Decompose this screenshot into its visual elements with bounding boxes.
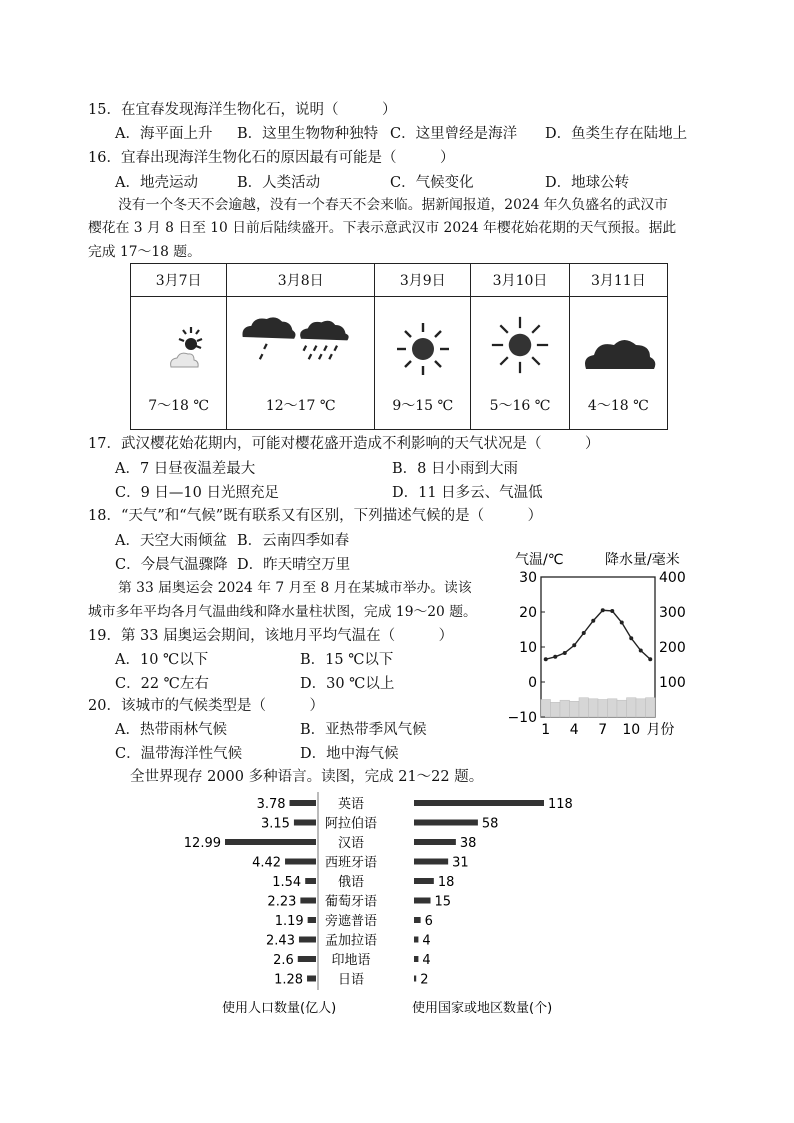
q17-stem: 17．武汉樱花始花期内，可能对樱花盛开造成不利影响的天气状况是（ ）	[88, 436, 600, 452]
precipitation-bar	[636, 699, 646, 717]
forecast-date: 3月7日	[131, 264, 227, 297]
left-axis-label: 气温/℃	[515, 552, 564, 568]
language-label: 英语	[337, 797, 365, 812]
precipitation-bar	[608, 699, 618, 717]
temperature-point	[629, 636, 633, 640]
sun-icon	[471, 315, 569, 375]
q16-stem: 16．宜春出现海洋生物化石的原因最有可能是（ ）	[88, 150, 455, 166]
language-label: 孟加拉语	[324, 933, 378, 949]
forecast-temp: 5～16 ℃	[489, 398, 551, 414]
population-bar	[300, 898, 316, 904]
population-value: 4.42	[252, 855, 282, 871]
q18-stem: 18．“天气”和“气候”既有联系又有区别，下列描述气候的是（ ）	[88, 508, 543, 524]
q15-option-b: B．这里生物物种独特	[237, 126, 379, 142]
climate-chart	[505, 548, 695, 748]
forecast-date: 3月10日	[471, 264, 569, 297]
left-tick-label: 0	[528, 675, 537, 691]
x-tick-label: 1	[541, 722, 551, 738]
population-value: 2.43	[266, 933, 295, 949]
country-count-value: 31	[452, 855, 469, 871]
language-label: 旁遮普语	[324, 914, 378, 929]
intro-19-20-line2: 城市多年平均各月气温曲线和降水量柱状图，完成 19～20 题。	[88, 604, 477, 620]
q20-option-b: B．亚热带季风气候	[300, 722, 427, 738]
left-tick-label: −10	[507, 710, 537, 726]
partly-sunny-icon	[131, 319, 227, 379]
q15-option-d: D．鱼类生存在陆地上	[545, 126, 688, 142]
population-value: 2.6	[273, 953, 294, 968]
right-tick-label: 100	[659, 675, 686, 691]
left-series-label: 使用人口数量(亿人)	[222, 1001, 337, 1016]
q16-option-b: B．人类活动	[237, 175, 321, 191]
population-bar	[294, 820, 316, 826]
q19-option-d: D．30 ℃以上	[300, 676, 395, 692]
precipitation-bar	[598, 700, 608, 718]
population-bar	[298, 956, 316, 962]
country-count-bar	[414, 859, 448, 865]
country-count-value: 18	[437, 875, 455, 890]
population-bar	[305, 878, 316, 884]
q15-option-c: C．这里曾经是海洋	[390, 126, 518, 142]
forecast-date: 3月11日	[569, 264, 667, 297]
population-bar	[285, 859, 316, 865]
population-bar	[299, 937, 316, 943]
population-bar	[290, 800, 316, 806]
language-label: 葡萄牙语	[324, 894, 378, 910]
country-count-value: 38	[459, 836, 477, 851]
country-count-bar	[414, 937, 418, 943]
left-tick-label: 20	[519, 605, 537, 621]
temperature-point	[572, 643, 576, 647]
left-tick-label: 10	[519, 640, 537, 656]
population-value: 2.23	[267, 894, 297, 910]
q18-option-d: D．昨天晴空万里	[237, 557, 351, 573]
population-value: 3.15	[260, 816, 290, 832]
country-count-value: 2	[420, 972, 429, 988]
language-label: 阿拉伯语	[324, 816, 378, 832]
q17-option-d: D．11 日多云、气温低	[392, 485, 543, 501]
forecast-temp: 9～15 ℃	[392, 398, 454, 414]
q17-option-b: B．8 日小雨到大雨	[392, 461, 518, 477]
country-count-value: 4	[422, 933, 431, 949]
language-label: 印地语	[331, 953, 371, 968]
q20-option-c: C．温带海洋性气候	[115, 746, 243, 762]
precipitation-bar	[579, 698, 589, 717]
forecast-date: 3月9日	[375, 264, 471, 297]
temperature-point	[582, 631, 586, 635]
q17-option-c: C．9 日—10 日光照充足	[115, 485, 279, 501]
x-tick-label: 7	[598, 722, 608, 738]
right-series-label: 使用国家或地区数量(个)	[412, 1001, 553, 1016]
country-count-bar	[414, 956, 418, 962]
forecast-temp: 7～18 ℃	[148, 398, 210, 414]
right-axis-label: 降水量/毫米	[605, 552, 680, 568]
right-tick-label: 400	[659, 570, 686, 586]
language-label: 西班牙语	[324, 855, 378, 871]
forecast-date: 3月8日	[227, 264, 375, 297]
rain-icon	[227, 313, 375, 373]
q20-stem: 20．该城市的气候类型是（ ）	[88, 698, 324, 714]
country-count-value: 118	[548, 797, 573, 812]
q17-option-a: A．7 日昼夜温差最大	[115, 461, 256, 477]
left-tick-label: 30	[519, 570, 537, 586]
population-bar	[308, 917, 316, 923]
q18-option-c: C．今晨气温骤降	[115, 557, 228, 573]
cloud-icon	[570, 319, 668, 379]
q16-option-d: D．地球公转	[545, 175, 630, 191]
q18-option-b: B．云南四季如春	[237, 533, 350, 549]
temperature-point	[620, 621, 624, 625]
q19-option-b: B．15 ℃以下	[300, 652, 394, 668]
forecast-temp: 4～18 ℃	[587, 398, 649, 414]
right-tick-label: 300	[659, 605, 686, 621]
language-label: 汉语	[337, 836, 365, 851]
q20-option-d: D．地中海气候	[300, 746, 399, 762]
q15-option-a: A．海平面上升	[115, 126, 213, 142]
precipitation-bar	[560, 700, 570, 717]
q16-option-a: A．地壳运动	[115, 175, 198, 191]
weather-forecast-table	[130, 263, 668, 430]
x-tick-label: 月份	[646, 722, 675, 738]
q18-option-a: A．天空大雨倾盆	[115, 533, 227, 549]
temperature-point	[591, 619, 595, 623]
intro-21-22: 全世界现存 2000 多种语言。读图，完成 21～22 题。	[130, 769, 484, 785]
country-count-value: 15	[434, 894, 452, 910]
temperature-point	[610, 609, 614, 613]
population-value: 1.28	[274, 972, 304, 988]
x-tick-label: 10	[622, 722, 641, 738]
population-bar	[225, 839, 316, 845]
population-value: 1.54	[272, 875, 302, 890]
population-bar	[307, 976, 316, 982]
temperature-point	[544, 657, 548, 661]
intro-17-18-line2: 樱花在 3 月 8 日至 10 日前后陆续盛开。下表示意武汉市 2024 年樱花始花期的天气预报。据此	[88, 220, 677, 236]
country-count-value: 4	[422, 953, 431, 968]
q19-stem: 19．第 33 届奥运会期间，该地月平均气温在（ ）	[88, 628, 454, 644]
q19-option-c: C．22 ℃左右	[115, 676, 209, 692]
precipitation-bar	[541, 700, 551, 718]
q15-stem: 15．在宜春发现海洋生物化石，说明（ ）	[88, 102, 397, 118]
intro-19-20-line1: 第 33 届奥运会 2024 年 7 月至 8 月在某城市举办。读该	[118, 580, 472, 596]
population-value: 3.78	[256, 797, 286, 812]
q16-option-c: C．气候变化	[390, 175, 474, 191]
temperature-point	[601, 608, 605, 612]
language-chart	[183, 790, 600, 1022]
sun-icon	[375, 319, 471, 379]
country-count-bar	[414, 976, 416, 982]
temperature-point	[639, 649, 643, 653]
precipitation-bar	[646, 698, 656, 717]
population-value: 1.19	[274, 914, 304, 929]
intro-17-18-line1: 没有一个冬天不会逾越，没有一个春天不会来临。据新闻报道，2024 年久负盛名的武汉市	[118, 197, 668, 213]
language-label: 日语	[337, 972, 365, 988]
precipitation-bar	[589, 699, 599, 717]
country-count-value: 58	[481, 816, 499, 832]
country-count-bar	[414, 820, 478, 826]
precipitation-bar	[627, 698, 637, 717]
country-count-bar	[414, 839, 456, 845]
precipitation-bar	[617, 700, 627, 717]
country-count-bar	[414, 878, 434, 884]
temperature-point	[563, 651, 567, 655]
country-count-bar	[414, 898, 431, 904]
country-count-bar	[414, 917, 421, 923]
precipitation-bar	[570, 701, 580, 717]
country-count-bar	[414, 800, 544, 806]
temperature-point	[648, 657, 652, 661]
x-tick-label: 4	[569, 722, 579, 738]
q20-option-a: A．热带雨林气候	[115, 722, 227, 738]
population-value: 12.99	[183, 836, 221, 851]
language-label: 俄语	[337, 875, 365, 890]
temperature-line	[546, 610, 651, 659]
country-count-value: 6	[424, 914, 433, 929]
temperature-point	[553, 655, 557, 659]
q19-option-a: A．10 ℃以下	[115, 652, 209, 668]
forecast-temp: 12～17 ℃	[265, 398, 336, 414]
precipitation-bar	[551, 702, 561, 717]
intro-17-18-line3: 完成 17～18 题。	[88, 244, 201, 260]
right-tick-label: 200	[659, 640, 686, 656]
